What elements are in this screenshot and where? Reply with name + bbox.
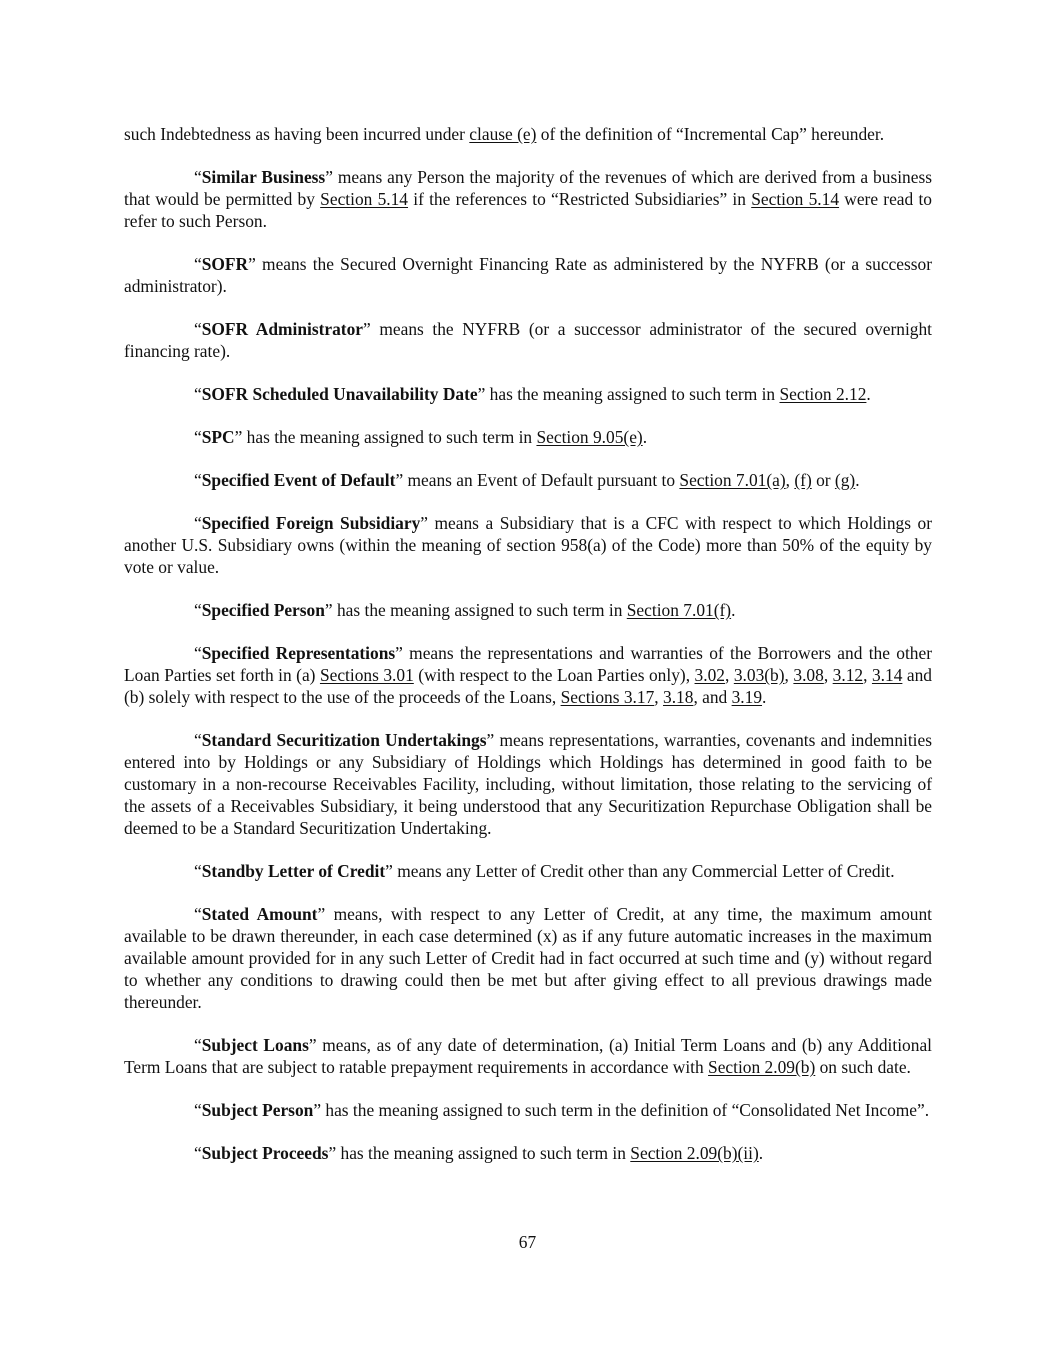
paragraph-text: (with respect to the Loan Parties only), (413, 665, 695, 685)
paragraph-text: ” means, as of any date of determination, (a) Initial Term Loans and (b) any Additional Term Loans that are subject to ratable prepayment requirements in accordance with (124, 1035, 932, 1077)
definition-paragraph (124, 383, 932, 405)
paragraph-text: . (642, 427, 648, 447)
definition-paragraph (124, 642, 932, 708)
paragraph-text: . (758, 1143, 764, 1163)
definition-paragraph (124, 729, 932, 839)
defined-term: Specified Event of Default (201, 470, 396, 490)
paragraph-text: . (866, 384, 871, 404)
defined-term: Subject Person (201, 1100, 314, 1120)
section-reference: Section 5.14 (320, 189, 409, 209)
section-reference: clause (e) (469, 124, 537, 144)
defined-term: SOFR Scheduled Unavailability Date (201, 384, 478, 404)
paragraph-text: and (b) solely with respect to the use of the proceeds of the Loans, (124, 665, 932, 707)
definition-paragraph (124, 1099, 932, 1121)
section-reference: Section 2.09(b) (708, 1057, 816, 1077)
section-reference: Sections 3.01 (319, 665, 414, 685)
defined-term: SPC (201, 427, 235, 447)
paragraph-text: “ (194, 427, 202, 447)
section-reference: 3.08 (793, 665, 824, 685)
paragraph-text: , (785, 470, 795, 490)
definition-paragraph (124, 599, 932, 621)
paragraph-text: “ (194, 1035, 202, 1055)
paragraph-text: , (823, 665, 833, 685)
paragraph-text: ” means any Letter of Credit other than any Commercial Letter of Credit. (385, 861, 895, 881)
section-reference: Section 7.01(f) (626, 600, 732, 620)
paragraph-text: “ (194, 254, 202, 274)
paragraph-text: . (731, 600, 736, 620)
paragraph-text: ” means, with respect to any Letter of Credit, at any time, the maximum amount available to be drawn thereunder, in each case determined (x) as if any future automatic increases in the maximum available amount provided for in any such Letter of Credit had in fact occurred at such time and (y) without regard to whether any conditions to drawing could then be met but after giving effect to all previous drawings made thereunder. (124, 904, 932, 1012)
paragraph-text: of the definition of “Incremental Cap” hereunder. (536, 124, 885, 144)
definition-paragraph (124, 166, 932, 232)
paragraph-text: , (654, 687, 663, 707)
section-reference: (g) (834, 470, 856, 490)
paragraph-text: ” means the Secured Overnight Financing Rate as administered by the NYFRB (or a successor administrator). (124, 254, 932, 296)
section-reference: 3.19 (731, 687, 763, 707)
paragraph-text: ” has the meaning assigned to such term in the definition of “Consolidated Net Income”. (313, 1100, 930, 1120)
paragraph-text: , (863, 665, 872, 685)
section-reference: Section 5.14 (751, 189, 840, 209)
definition-paragraph (124, 469, 932, 491)
paragraph-text: “ (194, 319, 202, 339)
section-reference: 3.12 (832, 665, 864, 685)
paragraph-text: ” means the NYFRB (or a successor administrator of the secured overnight financing rate). (124, 319, 933, 361)
defined-term: Standard Securitization Undertakings (201, 730, 487, 750)
paragraph-text: ” has the meaning assigned to such term in (477, 384, 780, 404)
paragraph-text: “ (194, 730, 202, 750)
definition-paragraph (124, 1034, 932, 1078)
document-page (124, 123, 932, 1185)
defined-term: Subject Proceeds (201, 1143, 329, 1163)
section-reference: Section 7.01(a) (679, 470, 786, 490)
paragraph-text: “ (194, 861, 202, 881)
paragraph-text: on such date. (815, 1057, 911, 1077)
paragraph-text: ” has the meaning assigned to such term in (328, 1143, 631, 1163)
paragraph-text: . (855, 470, 860, 490)
paragraph-text: ” means an Event of Default pursuant to (395, 470, 680, 490)
defined-term: Specified Foreign Subsidiary (201, 513, 421, 533)
paragraph-text: “ (194, 600, 202, 620)
section-reference: Section 2.09(b)(ii) (630, 1143, 759, 1163)
defined-term: SOFR (201, 254, 249, 274)
paragraph-text: or (811, 470, 835, 490)
definition-paragraph (124, 253, 932, 297)
paragraph-text: “ (194, 643, 202, 663)
defined-term: Similar Business (201, 167, 326, 187)
definition-paragraph (124, 860, 932, 882)
section-reference: 3.18 (663, 687, 694, 707)
definition-paragraph (124, 903, 932, 1013)
paragraph-text: ” means representations, warranties, covenants and indemnities entered into by Holdings or any Subsidiary of Holdings which Holdings has determined in good faith to be customary in a non-recourse Receivables Facility, including, without limitation, those relating to the servicing of the assets of a Receivables Subsidiary, it being understood that any Securitization Repurchase Obligation shall be deemed to be a Standard Securitization Undertaking. (124, 730, 932, 838)
section-reference: Section 9.05(e) (536, 427, 643, 447)
paragraph-text: , (724, 665, 734, 685)
section-reference: (f) (794, 470, 812, 490)
section-reference: 3.03(b) (733, 665, 785, 685)
paragraph-text: , (784, 665, 794, 685)
paragraph-text: ” has the meaning assigned to such term in (324, 600, 627, 620)
section-reference: Sections 3.17 (560, 687, 655, 707)
paragraph-text: “ (194, 1100, 202, 1120)
paragraph-text: , and (693, 687, 732, 707)
defined-term: Standby Letter of Credit (201, 861, 386, 881)
paragraph-text: “ (194, 384, 202, 404)
paragraph-text: “ (194, 1143, 202, 1163)
defined-term: Specified Representations (201, 643, 396, 663)
defined-term: Stated Amount (201, 904, 318, 924)
definition-paragraph (124, 512, 932, 578)
definition-paragraph (124, 426, 932, 448)
defined-term: SOFR Administrator (201, 319, 364, 339)
section-reference: 3.02 (694, 665, 725, 685)
defined-term: Specified Person (201, 600, 325, 620)
paragraph-text: “ (194, 167, 202, 187)
page-number: 67 (518, 1232, 537, 1252)
paragraph-text: “ (194, 513, 202, 533)
paragraph-text: ” has the meaning assigned to such term in (234, 427, 537, 447)
section-reference: Section 2.12 (779, 384, 867, 404)
paragraph-text: “ (194, 904, 202, 924)
paragraph-text: ” means any Person the majority of the revenues of which are derived from a business that would be permitted by (124, 167, 932, 209)
paragraph-text: ” means a Subsidiary that is a CFC with respect to which Holdings or another U.S. Subsidiary owns (within the meaning of section 958(a) of the Code) more than 50% of the equity by vote or value. (124, 513, 932, 577)
definition-paragraph (124, 318, 932, 362)
paragraph-text: were read to refer to such Person. (124, 189, 932, 231)
paragraph-text: “ (194, 470, 202, 490)
paragraph-text: . (762, 687, 767, 707)
paragraph-text: ” means the representations and warranties of the Borrowers and the other Loan Parties set forth in (a) (124, 643, 933, 685)
defined-term: Subject Loans (201, 1035, 309, 1055)
section-reference: 3.14 (871, 665, 903, 685)
definition-paragraph (124, 123, 932, 145)
definition-paragraph (124, 1142, 932, 1164)
paragraph-text: such Indebtedness as having been incurred under (124, 124, 470, 144)
paragraph-text: if the references to “Restricted Subsidiaries” in (408, 189, 752, 209)
